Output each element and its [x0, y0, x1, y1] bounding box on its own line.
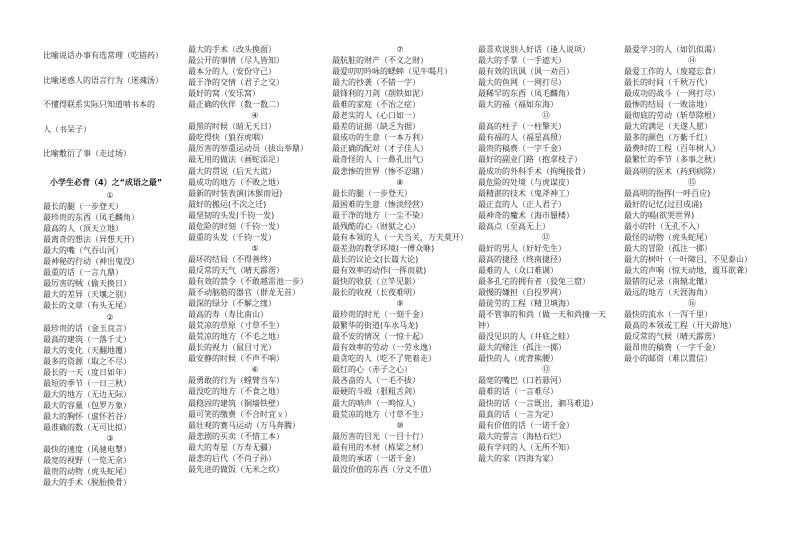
- idiom-line: 最大的手掌（一手遮天）: [478, 56, 566, 66]
- idiom-line: 最珍贵的话（金玉良言）: [43, 323, 131, 333]
- idiom-line: 最快的人（虎背熊腰）: [478, 354, 558, 364]
- idiom-line: 最危险的时刻（千钧一发）: [188, 221, 284, 231]
- idiom-line: 最繁忙的季节（多事之秋）: [624, 155, 720, 165]
- idiom-line: 最没价值的东西（分文不值）: [332, 464, 436, 474]
- idiom-line: 最快的流水（一泻千里）: [624, 310, 712, 320]
- idiom-line: 最有福的人（福星高照）: [478, 133, 566, 143]
- idiom-line: 最有本领的人（一夫当关，万夫莫开）: [332, 232, 468, 242]
- section-heading: 小学生必背（4）之“成语之最”: [50, 178, 163, 187]
- idiom-line: 最慢的嫌担（自投罗网）: [478, 288, 566, 298]
- idiom-line: 最残酷的心（财狱之心）: [332, 221, 420, 231]
- idiom-line: 最珍贵的时光（一刻千金）: [332, 310, 428, 320]
- idiom-line: 最高的柱子（一柱擎天）: [478, 122, 566, 132]
- idiom-line: 最好的窝（安乐窝）: [188, 89, 260, 99]
- idiom-line: 最高明的指挥(一呼百应): [624, 188, 711, 198]
- idiom-line: 最爱叨叨吟咏的蟋蟀（见牛喝月）: [332, 67, 452, 77]
- idiom-line: 最难的话（一言难尽）: [478, 387, 558, 397]
- idiom-line: 最好的搬运(不次之迁): [188, 199, 267, 209]
- idiom-line: 最无用的做法（画蛇添足）: [188, 155, 284, 165]
- idiom-line: 最没见识的人（井底之蛙）: [478, 332, 574, 342]
- idiom-line: 最长的视力（鼠目寸光）: [188, 343, 276, 353]
- idiom-line: 最好的副业门路（抱拿枝子）: [478, 155, 582, 165]
- section-number: ④: [251, 111, 259, 121]
- idiom-line: 最大的抄袭（不错一字）: [332, 78, 420, 88]
- section-number: ⑨: [396, 299, 404, 309]
- idiom-line: 最悲剧的买卖（不惜工本）: [188, 431, 284, 441]
- idiom-line: 最宽的嘴巴（口若悬河）: [478, 376, 566, 386]
- idiom-line: 最珍贵的东西（凤毛麟角）: [43, 213, 139, 223]
- idiom-line: 最贵的承诺（一诺千金）: [332, 453, 420, 463]
- section-number: ③: [106, 434, 114, 444]
- idiom-line: 最红的心（赤子之心）: [332, 365, 412, 375]
- column-2: [188, 44, 322, 475]
- idiom-line: 最硬的斗殴（狠粗舌剑）: [332, 387, 420, 397]
- idiom-line: 最大的福（福如东海）: [478, 100, 558, 110]
- idiom-line: 最吝啬的人（一毛不拔）: [332, 376, 420, 386]
- idiom-line: 最大的满足（天遂人愿）: [624, 122, 712, 132]
- section-number: ②: [106, 312, 114, 322]
- idiom-line: 最悲的后代（不肖子孙）: [188, 453, 276, 463]
- idiom-line: 最大的声响（惊天动地，震耳欲聋）: [624, 265, 752, 275]
- idiom-line: 最重的头发（千钧一发）: [188, 232, 276, 242]
- idiom-line: 最长的腿（一步登天）: [332, 188, 412, 198]
- idiom-line: 最大的手术（改头换面）: [188, 45, 276, 54]
- idiom-line: 最深的绿分（不解之缘）: [188, 299, 276, 309]
- idiom-line: 最公开的事情（尽人皆知）: [188, 56, 284, 66]
- idiom-line: 钟）: [478, 321, 494, 331]
- section-number: ⑩: [396, 420, 404, 430]
- idiom-line: 最厉害的贼（偷天换日）: [43, 279, 131, 289]
- idiom-line: 最大的鱼网（一网打尽）: [478, 78, 566, 88]
- idiom-line: 最勇敢的行为（螳臂当车）: [188, 376, 284, 386]
- idiom-line: 最贪吃的人（吃不了兜着走）: [332, 354, 436, 364]
- idiom-line: 最快的速度（风驰电掣）: [43, 445, 131, 455]
- idiom-line: 最多的颜色（万紫千红）: [624, 133, 712, 143]
- idiom-line: 最大的赌注（孤注一掷）: [478, 343, 566, 353]
- idiom-line: 最差劲的教学环境(一傅众咻): [332, 243, 435, 253]
- idiom-line: 最正直的人（正人君子）: [478, 199, 566, 209]
- intro-line: 人（书呆子）: [43, 125, 91, 134]
- idiom-line: 最高的捷径（终南捷径）: [478, 254, 566, 264]
- column-3: [332, 44, 468, 475]
- idiom-line: 最惨的结局（一败涂地）: [624, 100, 712, 110]
- idiom-line: 最长的文章（有头无尾）: [43, 301, 131, 311]
- idiom-line: 最快的话（一言既出，驷马难追）: [478, 398, 598, 408]
- idiom-line: 最神奇的魔术（海市蜃楼）: [478, 210, 574, 220]
- idiom-line: 最大的胸怀（虚怀若谷）: [43, 411, 131, 421]
- idiom-line: 最荒凉的地方（不毛之地）: [188, 332, 284, 342]
- idiom-line: 最有学问的人（无所不知）: [478, 442, 574, 452]
- idiom-line: 最安静的时候（不声不响）: [188, 354, 284, 364]
- section-number: ⑫: [542, 232, 550, 242]
- idiom-line: 最干净的交情（君子之交）: [188, 78, 284, 88]
- idiom-line: 最黑的时候（暗无天日）: [188, 122, 276, 132]
- idiom-line: 最大的誓言（海枯石烂）: [478, 431, 566, 441]
- idiom-line: 最大的容量（包罗万象）: [43, 400, 131, 410]
- idiom-line: 最反常的气候（晴天霹雳）: [624, 332, 720, 342]
- idiom-line: 最好的记忆(过目成诵): [624, 199, 703, 209]
- idiom-line: 最小的针（无孔不入）: [624, 221, 704, 231]
- idiom-line: 最不安的情况（一惊十起）: [332, 332, 428, 342]
- idiom-line: 最爱学习的人（如饥似渴）: [624, 45, 720, 54]
- idiom-line: 最不管事的和尚（做一天和尚撞一天: [478, 310, 606, 320]
- idiom-line: 最难的家庭（不治之症）: [332, 100, 420, 110]
- intro-line: 比喻敷衍了事（走过场）: [43, 149, 131, 158]
- idiom-line: 最徒劳的工程（精卫填海）: [478, 299, 574, 309]
- idiom-line: 最多孔宅的拥有者（狡兔三窟）: [478, 276, 590, 286]
- idiom-line: 最危险的处境（与虎谋皮）: [478, 177, 574, 187]
- idiom-line: 最大的手术（脱胎换骨）: [43, 478, 131, 488]
- idiom-line: 最大的寿星（万寿无疆）: [188, 442, 276, 452]
- idiom-line: 最成功的战斗（一网打尽）: [624, 89, 720, 99]
- idiom-line: 最坚韧的头发(千钧一发): [188, 210, 275, 220]
- idiom-line: 最稳固的建筑（铜墙铁壁）: [188, 398, 284, 408]
- idiom-line: 最昂贵的稿费（一字千金）: [624, 343, 720, 353]
- idiom-line: 最高的寿（寿比南山）: [188, 310, 268, 320]
- section-number: ⑦: [396, 45, 404, 54]
- idiom-line: 最正确的伙伴（数一数二）: [188, 100, 284, 110]
- column-4: [478, 44, 614, 464]
- idiom-line: 最厉害的举重运动员（拔山举鼎）: [188, 144, 308, 154]
- idiom-line: 最小的邮资（难以置信）: [624, 354, 712, 364]
- idiom-line: 最有效的禁令（不敢越雷池一步）: [188, 276, 308, 286]
- idiom-line: 最贵的动物（虎头蛇尾）: [43, 467, 131, 477]
- idiom-line: 最费时的工程（百年树人）: [624, 144, 720, 154]
- idiom-line: 最大的冒险（孤注一掷）: [624, 243, 712, 253]
- idiom-line: 最稀罕的东西（凤毛麟角）: [478, 89, 574, 99]
- idiom-line: 最短的季节（一日三秋）: [43, 378, 131, 388]
- idiom-line: 最远的地方（天涯海角）: [624, 288, 712, 298]
- idiom-line: 最困难的生意（惨淡经营）: [332, 199, 428, 209]
- idiom-line: 最壮观的赛马运动（万马奔腾）: [188, 420, 300, 430]
- idiom-line: 最坏的结局（不得善终）: [188, 254, 276, 264]
- section-number: ⑤: [251, 243, 259, 253]
- idiom-line: 最有价值的话（一诺千金）: [478, 420, 574, 430]
- idiom-line: 最干净的地方（一尘不染）: [332, 210, 428, 220]
- idiom-line: 最悲惨的世界（惨不忍睹）: [332, 166, 428, 176]
- idiom-line: 最肮脏的财产（不义之财）: [332, 56, 428, 66]
- idiom-line: 最彻底的劳动（斩草除根）: [624, 111, 720, 121]
- idiom-line: 最神秘的行动（神出鬼没）: [43, 257, 139, 267]
- idiom-line: 最厉害的目光（一目十行）: [332, 431, 428, 441]
- idiom-line: 最大的地方（无边无际）: [43, 389, 131, 399]
- idiom-line: 最高的人（顶天立地）: [43, 224, 123, 234]
- idiom-line: 最怪的动物（虎头蛇尾）: [624, 232, 712, 242]
- idiom-line: 最高点（至高无上）: [478, 221, 550, 231]
- idiom-line: 最快的收获（立竿见影）: [332, 276, 420, 286]
- idiom-line: 最差的证据（缺乏为据）: [332, 122, 420, 132]
- idiom-line: 最锋利的刀剑（削铁如泥）: [332, 89, 428, 99]
- idiom-line: 最离奇的想法（异想天开）: [43, 235, 139, 245]
- section-number: ⑥: [251, 365, 259, 375]
- idiom-line: 最成功的外科手术（拘绳接骨）: [478, 166, 590, 176]
- idiom-line: 最大的差异（天壤之别）: [43, 290, 131, 300]
- idiom-line: 最吃得快（狼吞虎咽）: [188, 133, 268, 143]
- idiom-line: 最准确的数（无可比拟）: [43, 422, 131, 432]
- section-number: ⑭: [688, 56, 696, 66]
- idiom-line: 最成功的地方（不败之地）: [188, 177, 284, 187]
- idiom-line: 最本分的人（安份守己）: [188, 67, 276, 77]
- idiom-line: 最长的腿（一步登天）: [43, 202, 123, 212]
- idiom-line: 最高明的医术（药到病除）: [624, 166, 720, 176]
- idiom-line: 最长的议论文(长篇大论): [332, 254, 419, 264]
- idiom-line: 最宽的视野（一览无余）: [43, 456, 131, 466]
- idiom-line: 最成功的生意（一本万利）: [332, 133, 428, 143]
- section-number: ⑯: [688, 299, 696, 309]
- section-number: ①: [106, 191, 114, 200]
- section-number: ⑪: [542, 111, 550, 121]
- idiom-line: 最大的呐声（一鸣惊人）: [332, 398, 420, 408]
- idiom-line: 最长的收视（长夜难明）: [332, 288, 420, 298]
- idiom-line: 最有效率的劳动（一劳永逸）: [332, 343, 436, 353]
- idiom-line: 最长的一天（度日如年）: [43, 367, 131, 377]
- intro-line: 比喻迷惑人的语言行为（迷魂汤）: [43, 76, 163, 85]
- idiom-line: 最正确的配对（才子佳人）: [332, 144, 428, 154]
- idiom-line: 最大的贯说（后天大谎）: [188, 166, 276, 176]
- idiom-line: 最贵的稿费（一字千金）: [478, 144, 566, 154]
- section-number: ⑧: [396, 177, 404, 187]
- idiom-line: 最好的男人（好好先生）: [478, 243, 566, 253]
- idiom-line: 最荒凉的地方（寸草不生）: [332, 409, 428, 419]
- idiom-line: 最高的建筑（一落千丈）: [43, 334, 131, 344]
- idiom-line: 最先进的做饭（无米之炊）: [188, 464, 284, 474]
- idiom-line: 最大的家（四海为家）: [478, 453, 558, 463]
- idiom-line: 最有效率的动作(一挥而就): [332, 265, 427, 275]
- idiom-line: 最长的时间（千秋万代）: [624, 78, 712, 88]
- column-5: [624, 44, 760, 364]
- idiom-line: 最重的话（一言九鼎）: [43, 268, 123, 278]
- idiom-line: 最可笑的缴费（不合时宜ㄆ）: [188, 409, 292, 419]
- intro-line: 比喻说话办事有选常理（吃错药）: [43, 51, 163, 60]
- idiom-line: 最没吃的地方（不食之地）: [188, 387, 284, 397]
- idiom-line: 最大的树叶（一叶障目，不见泰山）: [624, 254, 752, 264]
- idiom-line: 最新的时装表演(沐猴而冠): [188, 188, 283, 198]
- idiom-line: 最有用的木材（栋梁之材）: [332, 442, 428, 452]
- idiom-line: 最喜欢说别人好话（逢人说项）: [478, 45, 590, 54]
- column-1: [43, 190, 177, 488]
- idiom-line: 最难的人（众口难调）: [478, 265, 558, 275]
- idiom-line: 最反常的天气（晴天霹雳）: [188, 265, 284, 275]
- idiom-line: 最有效的讯讽（讽一劝百）: [478, 67, 574, 77]
- idiom-line: 最奇怪的人（一鼻孔出气）: [332, 155, 428, 165]
- idiom-line: 最老实的人（心口如一）: [332, 111, 420, 121]
- intro-line: 不懂得联系实际只知道啃书本的: [43, 100, 155, 109]
- idiom-line: 最多的资源（取之不尽）: [43, 356, 131, 366]
- section-number: ⑮: [688, 177, 696, 187]
- idiom-line: 最高的本领或工程（开天辟地）: [624, 321, 736, 331]
- idiom-line: 最大的嘴（气吞山河）: [43, 246, 123, 256]
- section-number: ⑬: [542, 365, 550, 375]
- idiom-line: 最荒凉的草原（寸草不生）: [188, 321, 284, 331]
- idiom-line: 最爱工作的人（废寝忘食）: [624, 67, 720, 77]
- idiom-line: 最大的嗝(欲哭世界): [624, 210, 695, 220]
- idiom-line: 最繁华的街道(车水马龙): [332, 321, 419, 331]
- idiom-line: 最真的话（一言为定）: [478, 409, 558, 419]
- idiom-line: 最不动脑筋的器官（群龙无首）: [188, 288, 300, 298]
- idiom-line: 最大的变化（天翻地覆）: [43, 345, 131, 355]
- idiom-line: 最错的记录（南辕北辙）: [624, 276, 712, 286]
- idiom-line: 最精湛的技术（鬼斧神工）: [478, 188, 574, 198]
